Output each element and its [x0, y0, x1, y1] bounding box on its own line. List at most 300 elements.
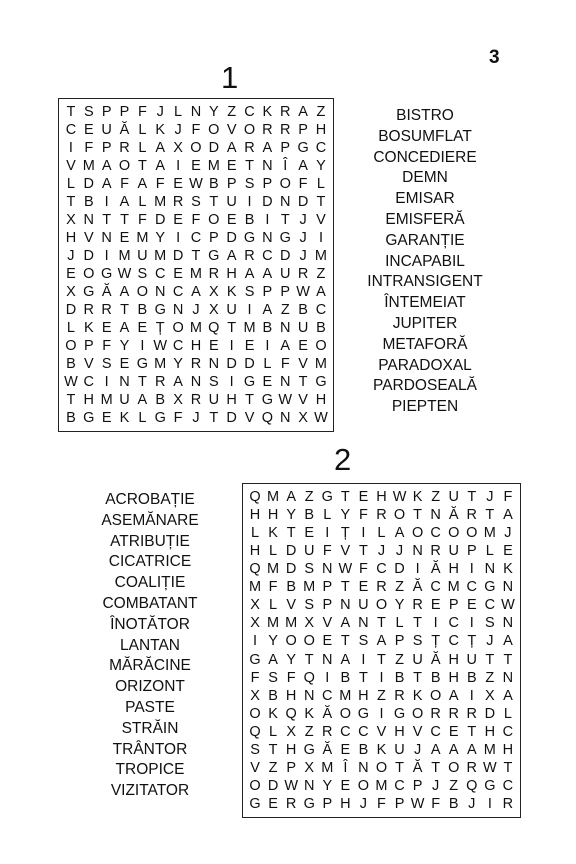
grid-letter: M: [321, 759, 334, 776]
grid-letter: O: [430, 687, 442, 704]
grid-letter: T: [395, 759, 404, 776]
grid-letter: G: [484, 777, 496, 794]
grid-letter: C: [502, 777, 514, 794]
grid-letter: P: [322, 579, 333, 596]
grid-row: [59, 193, 333, 211]
grid-letter: A: [155, 158, 166, 174]
grid-letter: O: [208, 212, 220, 228]
grid-row: [243, 741, 520, 759]
word-list-item: STRĂIN: [121, 719, 179, 737]
grid-letter: M: [314, 248, 327, 264]
grid-letter: F: [431, 795, 441, 812]
grid-letter: G: [136, 356, 148, 372]
grid-letter: K: [155, 122, 166, 138]
grid-letter: T: [137, 374, 147, 390]
grid-letter: O: [339, 705, 351, 722]
grid-letter: Ă: [430, 651, 441, 668]
grid-letter: X: [286, 723, 296, 740]
grid-letter: A: [268, 651, 278, 668]
grid-letter: U: [119, 392, 130, 408]
grid-letter: T: [503, 651, 513, 668]
grid-letter: N: [154, 284, 166, 300]
grid-letter: J: [192, 410, 200, 426]
grid-letter: I: [318, 230, 323, 246]
grid-letter: M: [189, 320, 202, 336]
grid-letter: N: [262, 158, 273, 174]
grid-letter: J: [299, 212, 307, 228]
grid-letter: I: [176, 230, 181, 246]
grid-letter: N: [430, 507, 441, 524]
grid-letter: K: [376, 741, 387, 758]
grid-letter: M: [483, 741, 496, 758]
grid-letter: H: [285, 741, 297, 758]
word-list-item: TRÂNTOR: [112, 740, 188, 758]
grid-letter: N: [303, 777, 315, 794]
grid-letter: H: [65, 230, 77, 246]
grid-letter: I: [487, 795, 492, 812]
grid-letter: L: [263, 356, 272, 372]
grid-letter: Q: [249, 723, 261, 740]
grid-letter: E: [208, 338, 219, 354]
grid-letter: C: [65, 122, 77, 138]
grid-letter: I: [469, 615, 474, 632]
word-list-item: PIEPTEN: [391, 398, 459, 416]
grid-letter: H: [226, 266, 237, 282]
grid-letter: L: [377, 525, 386, 542]
grid-letter: V: [66, 158, 76, 174]
grid-letter: F: [503, 489, 513, 505]
grid-letter: E: [358, 579, 369, 596]
grid-letter: E: [173, 266, 183, 282]
grid-row: [243, 795, 520, 813]
grid-letter: M: [100, 392, 113, 408]
grid-letter: C: [340, 723, 351, 740]
grid-row: [59, 157, 333, 175]
grid-letter: Ă: [119, 122, 130, 138]
grid-letter: N: [322, 651, 333, 668]
grid-letter: V: [286, 597, 296, 614]
grid-letter: E: [119, 356, 130, 372]
grid-letter: B: [394, 669, 405, 686]
grid-letter: U: [448, 489, 459, 505]
grid-letter: Ă: [322, 705, 333, 722]
grid-letter: A: [280, 338, 291, 354]
grid-letter: O: [375, 597, 388, 614]
grid-letter: H: [190, 338, 202, 354]
grid-letter: T: [102, 212, 112, 228]
grid-letter: W: [153, 338, 168, 354]
grid-letter: X: [485, 687, 495, 704]
grid-letter: Z: [280, 302, 290, 318]
word-list-item: JUPITER: [392, 314, 458, 332]
grid-letter: L: [174, 104, 183, 120]
grid-letter: A: [430, 741, 441, 758]
grid-letter: R: [83, 302, 95, 318]
grid-letter: O: [448, 525, 460, 542]
grid-letter: D: [394, 561, 405, 578]
word-list-item: ASEMĂNARE: [101, 511, 199, 529]
grid-letter: B: [268, 687, 278, 704]
grid-letter: C: [190, 230, 202, 246]
grid-letter: N: [101, 230, 112, 246]
grid-letter: G: [303, 741, 315, 758]
grid-letter: V: [298, 392, 308, 408]
grid-letter: Y: [268, 633, 278, 650]
grid-letter: Q: [249, 561, 261, 578]
grid-letter: X: [298, 410, 308, 426]
grid-letter: F: [191, 122, 201, 138]
grid-letter: V: [226, 122, 237, 138]
grid-letter: Z: [304, 723, 314, 740]
grid-letter: Z: [449, 777, 459, 794]
grid-letter: S: [485, 615, 495, 632]
grid-letter: D: [226, 230, 237, 246]
word-list-item: MĂRĂCINE: [109, 657, 191, 675]
grid-letter: V: [412, 723, 423, 740]
puzzle-2-letter-grid: [242, 483, 521, 818]
grid-letter: U: [137, 248, 148, 264]
grid-letter: Y: [316, 158, 326, 174]
grid-letter: Y: [322, 777, 333, 794]
grid-letter: B: [358, 741, 369, 758]
grid-letter: I: [325, 669, 330, 686]
grid-letter: T: [66, 392, 76, 408]
grid-letter: J: [377, 543, 386, 560]
grid-letter: R: [280, 104, 291, 120]
grid-letter: G: [249, 651, 261, 668]
grid-letter: M: [447, 579, 460, 596]
grid-letter: A: [101, 176, 112, 192]
grid-letter: Q: [285, 705, 297, 722]
grid-row: [243, 596, 520, 614]
grid-letter: F: [268, 579, 278, 596]
grid-letter: L: [138, 410, 147, 426]
grid-letter: C: [358, 723, 369, 740]
grid-letter: R: [154, 374, 166, 390]
grid-letter: T: [413, 615, 423, 632]
grid-letter: L: [323, 507, 332, 524]
grid-letter: O: [357, 777, 370, 794]
grid-letter: L: [316, 176, 325, 192]
grid-letter: G: [154, 302, 166, 318]
grid-letter: R: [262, 122, 273, 138]
grid-letter: F: [298, 176, 308, 192]
grid-letter: M: [189, 266, 202, 282]
grid-letter: E: [191, 158, 201, 174]
grid-letter: S: [304, 561, 315, 578]
grid-letter: K: [268, 705, 278, 722]
word-list-item: LANTAN: [119, 636, 180, 654]
grid-letter: T: [316, 194, 326, 210]
grid-letter: X: [208, 284, 219, 300]
grid-letter: R: [285, 795, 297, 812]
word-list-item: ÎNTEMEIAT: [384, 294, 466, 312]
grid-letter: A: [286, 489, 296, 505]
grid-letter: D: [244, 356, 255, 372]
grid-letter: X: [208, 302, 219, 318]
grid-letter: T: [120, 302, 129, 318]
grid-letter: T: [358, 669, 368, 686]
grid-letter: C: [315, 140, 327, 156]
grid-letter: T: [377, 651, 386, 668]
grid-letter: N: [83, 212, 95, 228]
word-list-item: METAFORĂ: [382, 335, 468, 353]
grid-letter: C: [430, 579, 441, 596]
grid-letter: K: [226, 284, 237, 300]
grid-letter: R: [448, 705, 459, 722]
grid-letter: H: [358, 687, 369, 704]
grid-letter: C: [154, 266, 166, 282]
grid-letter: B: [155, 392, 166, 408]
grid-row: [243, 777, 520, 795]
grid-letter: A: [262, 266, 273, 282]
grid-letter: G: [297, 140, 309, 156]
grid-letter: D: [83, 176, 95, 192]
grid-letter: B: [244, 212, 255, 228]
grid-letter: X: [250, 597, 260, 614]
grid-letter: G: [357, 705, 370, 722]
grid-letter: R: [297, 266, 309, 282]
word-list-item: COALIȚIE: [114, 574, 186, 592]
grid-letter: H: [315, 392, 327, 408]
grid-letter: N: [484, 561, 496, 578]
grid-letter: W: [314, 410, 328, 426]
grid-letter: J: [174, 122, 182, 138]
grid-letter: P: [448, 597, 459, 614]
grid-letter: T: [209, 194, 219, 210]
grid-letter: T: [340, 633, 350, 650]
grid-letter: W: [64, 374, 78, 390]
grid-letter: T: [467, 723, 477, 740]
grid-letter: O: [136, 284, 148, 300]
grid-letter: E: [119, 230, 130, 246]
grid-letter: T: [66, 104, 76, 120]
grid-letter: R: [322, 723, 333, 740]
grid-letter: I: [104, 248, 109, 264]
grid-row: [59, 121, 333, 139]
grid-letter: Z: [377, 687, 386, 704]
grid-letter: T: [137, 158, 147, 174]
grid-letter: G: [154, 410, 166, 426]
word-list-item: CONCEDIERE: [373, 148, 477, 166]
grid-letter: S: [412, 633, 423, 650]
grid-letter: N: [358, 759, 369, 776]
grid-letter: P: [298, 122, 308, 138]
grid-letter: B: [430, 669, 441, 686]
grid-letter: M: [267, 561, 280, 578]
grid-letter: I: [247, 194, 252, 210]
grid-letter: E: [358, 489, 369, 505]
puzzle-2-number: 2: [334, 442, 352, 477]
grid-letter: U: [226, 194, 237, 210]
grid-letter: D: [65, 302, 77, 318]
grid-letter: L: [395, 615, 404, 632]
grid-letter: B: [66, 410, 76, 426]
grid-letter: G: [208, 248, 220, 264]
grid-letter: Q: [249, 489, 261, 505]
grid-letter: C: [448, 615, 459, 632]
grid-letter: F: [120, 176, 129, 192]
grid-letter: Z: [431, 489, 441, 505]
grid-letter: B: [286, 579, 296, 596]
grid-letter: X: [66, 284, 76, 300]
grid-letter: M: [303, 579, 316, 596]
grid-letter: G: [484, 579, 496, 596]
grid-letter: O: [118, 158, 131, 174]
grid-letter: J: [486, 633, 494, 650]
page-number: 3: [489, 47, 500, 68]
grid-letter: W: [284, 777, 298, 794]
grid-letter: E: [66, 266, 76, 282]
grid-letter: C: [430, 723, 441, 740]
grid-letter: R: [376, 579, 387, 596]
grid-letter: M: [375, 777, 388, 794]
grid-letter: K: [83, 320, 94, 336]
grid-letter: Z: [395, 651, 404, 668]
grid-letter: E: [268, 795, 278, 812]
word-list-item: GARANȚIE: [385, 231, 465, 249]
grid-letter: P: [119, 104, 130, 120]
grid-letter: E: [430, 597, 441, 614]
grid-row: [243, 542, 520, 560]
grid-letter: U: [448, 543, 459, 560]
grid-letter: O: [172, 320, 184, 336]
grid-letter: H: [249, 507, 261, 524]
grid-letter: G: [83, 284, 95, 300]
grid-letter: O: [243, 122, 256, 138]
grid-letter: K: [119, 410, 130, 426]
grid-letter: K: [268, 525, 278, 542]
grid-letter: A: [503, 633, 513, 650]
grid-letter: E: [304, 525, 315, 542]
grid-letter: N: [502, 579, 514, 596]
grid-letter: J: [299, 230, 307, 246]
grid-letter: U: [303, 543, 315, 560]
grid-letter: A: [376, 633, 387, 650]
grid-row: [243, 578, 520, 596]
grid-letter: K: [262, 104, 273, 120]
grid-letter: C: [430, 525, 441, 542]
grid-letter: O: [448, 759, 460, 776]
grid-letter: J: [486, 489, 494, 505]
grid-letter: R: [190, 356, 202, 372]
grid-letter: Ț: [431, 633, 441, 650]
grid-letter: P: [286, 759, 296, 776]
grid-letter: L: [66, 176, 75, 192]
grid-row: [59, 355, 333, 373]
grid-letter: T: [377, 615, 386, 632]
grid-letter: T: [485, 651, 495, 668]
grid-letter: R: [466, 705, 478, 722]
grid-letter: I: [140, 338, 145, 354]
grid-row: [243, 651, 520, 669]
grid-letter: C: [502, 723, 514, 740]
grid-letter: M: [314, 356, 327, 372]
grid-letter: W: [278, 392, 293, 408]
grid-letter: S: [304, 597, 315, 614]
grid-letter: L: [269, 597, 278, 614]
word-list-item: PARADOXAL: [378, 356, 472, 374]
grid-letter: O: [249, 705, 261, 722]
word-list-item: DEMN: [402, 169, 448, 187]
grid-letter: H: [315, 122, 327, 138]
grid-letter: D: [285, 543, 297, 560]
grid-letter: F: [102, 338, 112, 354]
grid-letter: F: [173, 410, 183, 426]
grid-row: [243, 614, 520, 632]
grid-letter: L: [503, 705, 512, 722]
grid-letter: N: [340, 597, 351, 614]
grid-letter: M: [243, 320, 256, 336]
grid-letter: W: [410, 795, 425, 812]
grid-letter: H: [502, 741, 514, 758]
grid-row: [243, 705, 520, 723]
grid-letter: V: [316, 212, 326, 228]
grid-letter: N: [262, 230, 273, 246]
grid-letter: R: [412, 597, 423, 614]
word-list-item: INCAPABIL: [385, 252, 465, 270]
grid-letter: I: [229, 374, 234, 390]
grid-letter: H: [376, 489, 387, 505]
grid-letter: N: [502, 615, 514, 632]
grid-row: [59, 139, 333, 157]
grid-letter: R: [376, 507, 387, 524]
grid-letter: D: [154, 212, 166, 228]
grid-letter: P: [280, 140, 291, 156]
grid-letter: T: [286, 525, 296, 542]
grid-letter: N: [172, 302, 184, 318]
grid-letter: Q: [303, 669, 315, 686]
grid-row: [243, 488, 520, 506]
grid-letter: B: [316, 320, 326, 336]
grid-letter: X: [66, 212, 76, 228]
grid-letter: I: [361, 525, 366, 542]
grid-letter: A: [137, 392, 148, 408]
grid-letter: E: [448, 723, 459, 740]
grid-letter: F: [191, 212, 201, 228]
grid-letter: C: [448, 633, 459, 650]
grid-letter: I: [104, 194, 109, 210]
grid-letter: V: [83, 356, 94, 372]
grid-letter: F: [358, 561, 368, 578]
word-list-item: BISTRO: [396, 107, 454, 124]
grid-letter: N: [358, 615, 369, 632]
grid-letter: D: [484, 705, 496, 722]
grid-letter: P: [412, 777, 423, 794]
grid-letter: A: [316, 284, 326, 300]
grid-letter: C: [322, 687, 333, 704]
grid-letter: P: [262, 284, 273, 300]
grid-row: [243, 759, 520, 777]
grid-row: [59, 175, 333, 193]
grid-letter: R: [244, 248, 255, 264]
grid-letter: V: [250, 759, 260, 776]
grid-letter: G: [101, 266, 113, 282]
grid-letter: E: [173, 212, 183, 228]
grid-letter: T: [245, 392, 254, 408]
grid-letter: O: [208, 122, 220, 138]
grid-row: [243, 632, 520, 650]
grid-letter: A: [298, 104, 308, 120]
grid-letter: N: [412, 543, 423, 560]
grid-letter: T: [245, 158, 254, 174]
grid-letter: X: [250, 687, 260, 704]
grid-letter: K: [304, 705, 315, 722]
grid-letter: Z: [316, 104, 326, 120]
grid-letter: E: [173, 176, 183, 192]
grid-letter: G: [321, 489, 333, 505]
grid-letter: G: [315, 374, 327, 390]
